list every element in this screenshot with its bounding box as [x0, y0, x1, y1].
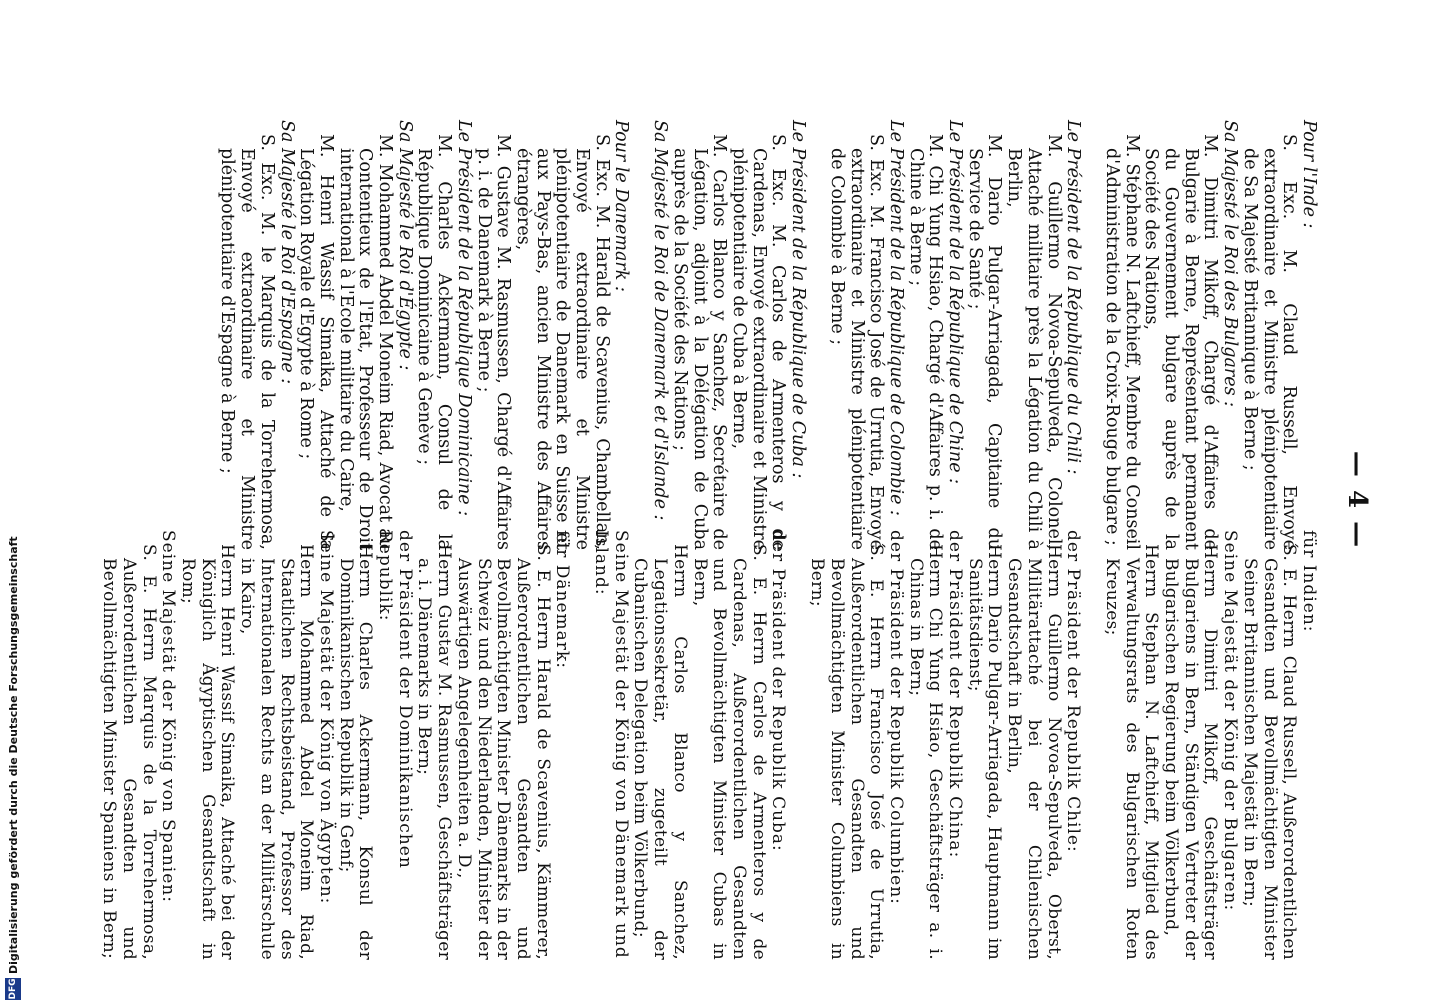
- delegate-entry: Herrn Guillermo Novoa-Sepulveda, Oberst, Militärattaché bei der Chilenischen Gesandtschaft in Berlin,: [1004, 544, 1064, 960]
- spacer: [1082, 530, 1101, 960]
- section-heading: Sa Majesté le Roi d'Égypte :: [394, 120, 415, 371]
- section-heading: Sa Majesté le Roi d'Espagne :: [276, 120, 297, 385]
- section-heading: der Präsident der Dominikanischen Republik:: [375, 530, 415, 869]
- delegate-entry: S. Exc. M. Claud Russell, Envoyé extraordinaire et Ministre plénipotentiaire de Sa Majesté Britannique à Berne ;: [1239, 134, 1300, 550]
- delegate-entry: M. Guillermo Novoa-Sepulveda, Colonel, Attaché militaire près la Légation du Chili à Berlin,: [1004, 134, 1064, 550]
- delegate-entry: Herrn Stephan N. Laftchieff, Mitglied des Verwaltungsrats des Bulgarischen Roten Kreuzes;: [1101, 544, 1162, 960]
- delegate-entry: M. Gustave M. Rasmussen, Chargé d'Affaires p. i. de Danemark à Berne ;: [473, 134, 514, 550]
- section-heading: Seine Majestät der König der Bulgaren:: [1220, 530, 1241, 912]
- spacer: [631, 120, 650, 550]
- section-heading: für Indien:: [1299, 530, 1319, 633]
- spacer: [571, 530, 590, 960]
- delegate-entry: M. Charles Ackermann, Consul de la République Dominicaine à Genève ;: [414, 134, 455, 550]
- delegate-entry: M. Dimitri Mikoff, Chargé d'Affaires de Bulgarie à Berne, Représentant permanent du Gouvernement bulgare auprès de la Société des Nations,: [1141, 134, 1221, 550]
- delegate-entry: S. Exc. M. Harald de Scavenius, Chambellan, Envoyé extraordinaire et Ministre plénipotentiaire de Danemark en Suisse et aux Pays-Bas, ancien Ministre des Affaires étrangères,: [512, 134, 612, 550]
- delegate-entry: S. E. Herrn Francisco José de Urrutia, Außerordentlichen Gesandten und Bevollmächtigten Minister Columbiens in Bern;: [807, 544, 887, 960]
- delegate-entry: Herrn Henri Wassif Simaika, Attaché bei der Königlich Ägyptischen Gesandtschaft in Rom;: [178, 544, 238, 960]
- french-column: [217, 120, 1318, 550]
- section-heading: Le Président de la République Dominicaine :: [453, 120, 474, 517]
- delegate-entry: Herrn Charles Ackermann, Konsul der Dominikanischen Republik in Genf;: [335, 544, 376, 960]
- page-number: — 4 —: [1342, 450, 1372, 550]
- delegate-entry: Herrn Chi Yung Hsiao, Geschäftsträger a. i. Chinas in Bern;: [905, 544, 946, 960]
- delegate-entry: M. Chi Yung Hsiao, Chargé d'Affaires p. i. de Chine à Berne ;: [905, 134, 946, 550]
- section-heading: Seine Majestät der König von Dänemark und Island:: [591, 530, 631, 959]
- section-heading: Pour l'Inde :: [1299, 120, 1319, 229]
- delegate-entry: S. E. Herrn Harald de Scavenius, Kämmerer, Außerordentlichen Gesandten und Bevollmächtigten Minister Dänemarks in der Schweiz und den Niederlanden, Minister der Auswärtigen Angelegenheiten a. D.,: [453, 544, 553, 960]
- delegate-entry: S. Exc. M. Carlos de Armenteros y de Cardenas, Envoyé extraordinaire et Ministre plénipotentiaire de Cuba à Berne,: [729, 134, 789, 550]
- section-heading: Le Président de la République de Chine :: [945, 120, 966, 485]
- section-heading: der Präsident der Republik Cuba:: [768, 530, 789, 852]
- delegate-entry: Herrn Dimitri Mikoff, Geschäftsträger Bulgariens in Bern, Ständigen Vertreter der Bulgarischen Regierung beim Völkerbund,: [1161, 544, 1221, 960]
- section-heading: Le Président de la République du Chili :: [1063, 120, 1084, 475]
- footer: [2, 0, 24, 1000]
- footer-text: Digitalisierung gefördert durch die Deutsche Forschungsgemeinschaft: [6, 536, 20, 974]
- section-heading: der Präsident der Republik China:: [945, 530, 966, 859]
- dfg-logo: DFG: [5, 978, 21, 1000]
- section-heading: Seine Majestät der König von Ägypten:: [315, 530, 336, 905]
- section-heading: Sa Majesté le Roi de Danemark et d'Islande :: [650, 120, 671, 521]
- section-heading: der Präsident der Republik Chile:: [1063, 530, 1084, 853]
- delegate-entry: S. E. Herrn Marquis de la Torrehermosa, Außerordentlichen Gesandten und Bevollmächtigten Minister Spaniens in Bern;: [99, 544, 159, 960]
- spacer: [807, 120, 826, 550]
- delegate-entry: S. E. Herrn Claud Russell, Außerordentlichen Gesandten und Bevollmächtigten Minister Seiner Britannischen Majestät in Bern;: [1239, 544, 1300, 960]
- section-heading: der Präsident der Republik Columbien:: [885, 530, 906, 905]
- delegate-entry: M. Dario Pulgar-Arriagada, Capitaine du Service de Santé ;: [964, 134, 1005, 550]
- delegate-entry: Herrn Dario Pulgar-Arriagada, Hauptmann im Sanitätsdienst;: [964, 544, 1005, 960]
- section-heading: Pour le Danemark :: [611, 120, 632, 292]
- delegate-entry: S. E. Herrn Carlos de Armenteros y de Cardenas, Außerordentlichen Gesandten und Bevollmächtigten Minister Cubas in Bern,: [689, 544, 769, 960]
- delegate-entry: Herrn Gustav M. Rasmussen, Geschäftsträger a. i. Dänemarks in Bern;: [414, 544, 455, 960]
- delegate-entry: M. Carlos Blanco y Sanchez, Secrétaire de Légation, adjoint à la Délégation de Cuba auprès de la Société des Nations ;: [669, 134, 730, 550]
- delegate-entry: Herrn Mohammed Abdel Moneim Riad, Staatlichen Rechtsbeistand, Professor des Internationalen Rechts an der Militärschule in Kairo,: [237, 544, 317, 960]
- delegate-entry: Herrn Carlos Blanco y Sanchez, Legationssekretär, zugeteilt der Cubanischen Delegation beim Völkerbund;: [630, 544, 690, 960]
- delegate-entry: S. Exc. M. Francisco José de Urrutia, Envoyé extraordinaire et Ministre plénipotentiaire de Colombie à Berne ;: [826, 134, 887, 550]
- section-heading: Seine Majestät der König von Spanien:: [158, 530, 179, 903]
- section-heading: Sa Majesté le Roi des Bulgares :: [1220, 120, 1241, 408]
- delegate-entry: M. Stéphane N. Laftchieff, Membre du Conseil d'Administration de la Croix-Rouge bulgare ;: [1101, 134, 1142, 550]
- spacer: [787, 530, 806, 960]
- spacer: [1082, 120, 1101, 550]
- delegate-entry: M. Henri Wassif Simaika, Attaché de la Légation Royale d'Egypte à Rome ;: [296, 134, 336, 550]
- section-heading: für Dänemark:: [552, 530, 573, 669]
- delegate-entry: M. Mohammed Abdel Moneim Riad, Avocat au Contentieux de l'Etat, Professeur de Droit international à l'Ecole militaire du Caire,: [335, 134, 396, 550]
- german-column: [99, 530, 1318, 960]
- delegate-entry: S. Exc. M. le Marquis de la Torrehermosa, Envoyé extraordinaire et Ministre plénipotentiaire d'Espagne à Berne ;: [217, 134, 277, 550]
- section-heading: Le Président de la République de Cuba :: [788, 120, 809, 479]
- section-heading: Le Président de la République de Colombie :: [885, 120, 906, 516]
